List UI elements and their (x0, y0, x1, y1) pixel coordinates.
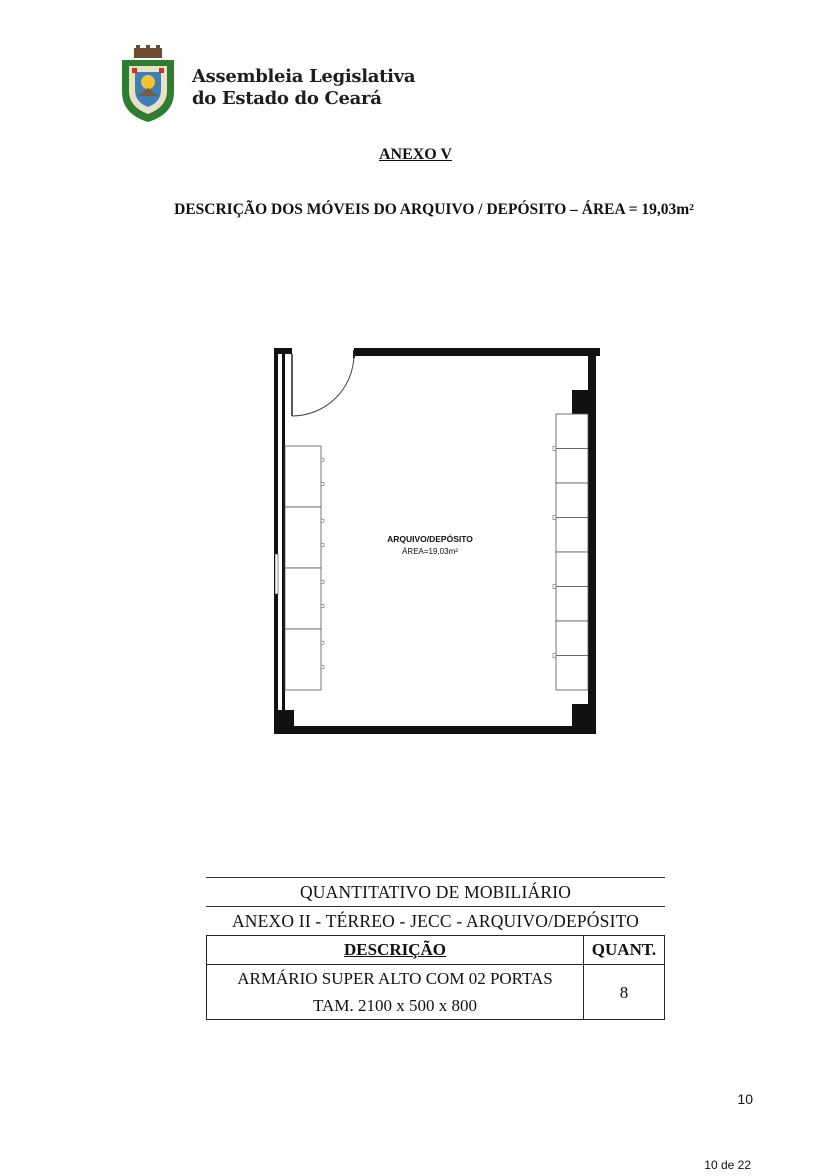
row-description (207, 965, 584, 1020)
right-cabinet (556, 552, 588, 587)
table-subtitle: ANEXO II - TÉRREO - JECC - ARQUIVO/DEPÓSITO (206, 906, 665, 935)
document-header (118, 44, 418, 128)
left-cabinet (285, 568, 321, 629)
right-cabinet (556, 449, 588, 484)
cabinet-handle (321, 519, 324, 522)
floor-plan-drawing (270, 344, 602, 740)
room-area-label: ÁREA=19,03m² (402, 547, 458, 556)
left-cabinet (285, 507, 321, 568)
coat-of-arms-icon (118, 44, 178, 124)
organization-name-line1: Assembleia Legislativa (192, 66, 416, 87)
organization-name (192, 66, 415, 110)
cabinet-handle (553, 447, 556, 451)
cabinet-handle (553, 516, 556, 520)
table-title: QUANTITATIVO DE MOBILIÁRIO (206, 877, 665, 906)
cabinet-handle (321, 605, 324, 608)
cabinet-handle (321, 580, 324, 583)
cabinet-handle (321, 666, 324, 669)
page-number: 10 (737, 1091, 753, 1107)
row-quantity: 8 (584, 965, 665, 1020)
right-cabinet (556, 587, 588, 622)
annex-title: ANEXO V (378, 146, 453, 163)
cabinet-handle (553, 585, 556, 589)
right-cabinet (556, 518, 588, 553)
header-description: DESCRIÇÃO (207, 936, 584, 965)
table-row (207, 965, 665, 1020)
right-cabinet (556, 621, 588, 656)
furniture-quantity-table (206, 877, 665, 1020)
cabinet-handle (553, 654, 556, 658)
right-cabinet-group (553, 414, 588, 690)
table-header-row (207, 936, 665, 965)
left-cabinet-group (285, 446, 324, 690)
left-cabinet (285, 629, 321, 690)
header-quantity: QUANT. (584, 936, 665, 965)
page-count: 10 de 22 (704, 1158, 751, 1172)
row-description-line2: TAM. 2100 x 500 x 800 (313, 996, 477, 1015)
row-description-line1: ARMÁRIO SUPER ALTO COM 02 PORTAS (237, 969, 553, 988)
furniture-table (206, 935, 665, 1020)
left-cabinet (285, 446, 321, 507)
right-cabinet (556, 656, 588, 691)
right-cabinet (556, 414, 588, 449)
room-name-label: ARQUIVO/DEPÓSITO (387, 534, 473, 544)
cabinet-handle (321, 641, 324, 644)
annex-subtitle: DESCRIÇÃO DOS MÓVEIS DO ARQUIVO / DEPÓSITO – ÁREA = 19,03m² (174, 201, 694, 218)
cabinet-handle (321, 483, 324, 486)
cabinet-handle (321, 544, 324, 547)
floor-plan (270, 344, 602, 740)
cabinet-handle (321, 458, 324, 461)
organization-name-line2: do Estado do Ceará (192, 88, 382, 109)
right-cabinet (556, 483, 588, 518)
